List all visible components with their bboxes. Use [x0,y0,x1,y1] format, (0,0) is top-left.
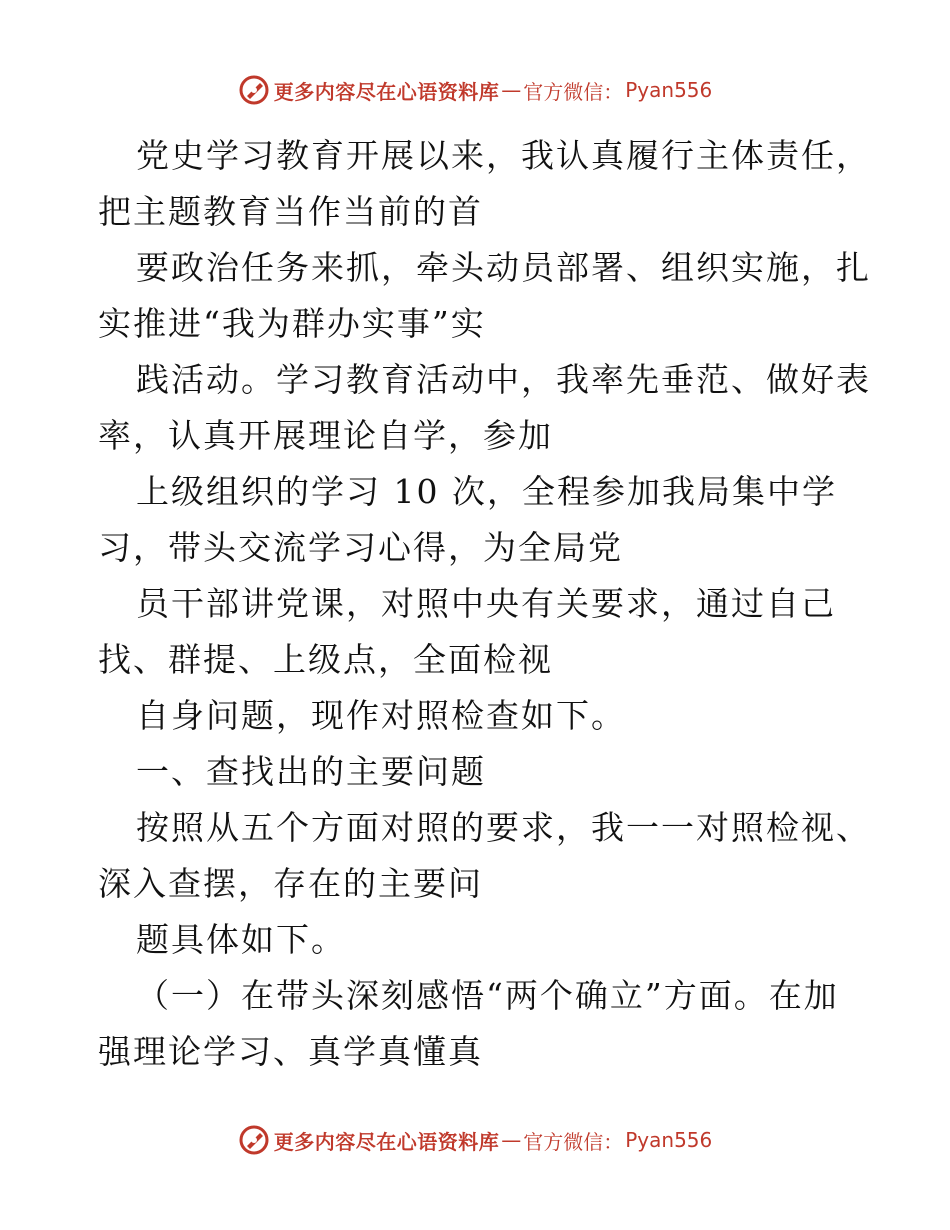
banner-separator: — [501,78,522,102]
banner-wechat-id: Pyan556 [625,1128,713,1152]
body-line: 践活动。学习教育活动中，我率先垂范、做好表 [136,360,871,399]
body-line: 要政治任务来抓，牵头动员部署、组织实施，扎 [136,248,871,287]
body-line: 找、群提、上级点，全面检视 [98,640,553,679]
body-line: 题具体如下。 [136,920,346,959]
body-line: 深入查摆，存在的主要问 [98,864,483,903]
banner-brand-text: 更多内容尽在心语资料库 [273,1129,500,1154]
body-line: 把主题教育当作当前的首 [98,192,483,231]
body-line: 上级组织的学习 10 次，全程参加我局集中学 [136,472,837,511]
brand-logo-icon [238,74,270,106]
header-banner [0,70,950,110]
banner-brand-text: 更多内容尽在心语资料库 [273,79,500,104]
banner-official-label: 官方微信： [523,79,624,104]
banner-official-label: 官方微信： [523,1129,624,1154]
body-line: 强理论学习、真学真懂真 [98,1032,483,1071]
banner-wechat-id: Pyan556 [625,78,713,102]
body-line: 习，带头交流学习心得，为全局党 [98,528,623,567]
body-line: 率，认真开展理论自学，参加 [98,416,553,455]
section-heading: 一、查找出的主要问题 [136,752,486,791]
document-body [98,128,871,1080]
brand-logo-icon [238,1124,270,1156]
body-line: 党史学习教育开展以来，我认真履行主体责任， [136,136,871,175]
body-line: （一）在带头深刻感悟“两个确立”方面。在加 [136,976,839,1015]
footer-banner [0,1120,950,1160]
banner-separator: — [501,1128,522,1152]
body-line: 员干部讲党课，对照中央有关要求，通过自己 [136,584,836,623]
body-line: 实推进“我为群办实事”实 [98,304,486,343]
body-line: 按照从五个方面对照的要求，我一一对照检视、 [136,808,871,847]
body-line: 自身问题，现作对照检查如下。 [136,696,626,735]
